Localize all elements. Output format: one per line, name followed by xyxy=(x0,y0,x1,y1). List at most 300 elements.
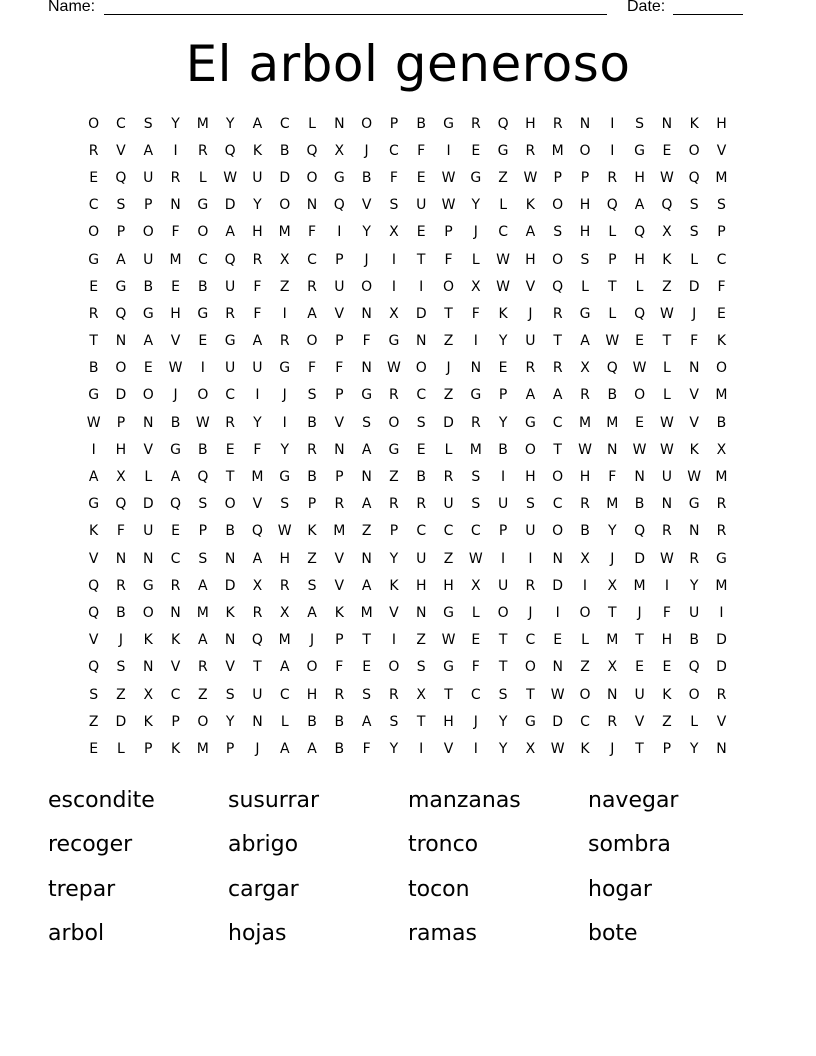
grid-letter[interactable]: V xyxy=(334,414,345,431)
grid-letter[interactable]: N xyxy=(634,469,645,486)
grid-letter[interactable]: V xyxy=(634,713,645,730)
grid-letter[interactable]: G xyxy=(279,360,291,377)
grid-letter[interactable]: G xyxy=(443,115,454,132)
grid-letter[interactable]: E xyxy=(225,441,235,458)
grid-letter[interactable]: X xyxy=(580,360,590,377)
grid-letter[interactable]: B xyxy=(279,142,290,159)
grid-letter[interactable]: S xyxy=(198,550,208,567)
grid-letter[interactable]: T xyxy=(253,659,262,676)
grid-letter[interactable]: A xyxy=(279,659,290,676)
grid-letter[interactable]: E xyxy=(198,333,208,350)
grid-letter[interactable]: P xyxy=(580,169,590,186)
grid-letter[interactable]: V xyxy=(716,713,727,730)
grid-letter[interactable]: B xyxy=(116,604,126,621)
grid-letter[interactable]: S xyxy=(280,496,290,513)
grid-letter[interactable]: L xyxy=(608,224,617,241)
grid-letter[interactable]: Y xyxy=(689,740,699,757)
grid-letter[interactable]: B xyxy=(416,115,427,132)
grid-letter[interactable]: F xyxy=(717,278,726,295)
grid-letter[interactable]: B xyxy=(361,169,372,186)
grid-letter[interactable]: S xyxy=(198,496,208,513)
grid-letter[interactable]: W xyxy=(441,169,456,186)
grid-letter[interactable]: O xyxy=(579,686,591,703)
grid-letter[interactable]: S xyxy=(689,224,699,241)
grid-letter[interactable]: G xyxy=(142,305,154,322)
grid-letter[interactable]: H xyxy=(634,251,645,268)
grid-letter[interactable]: C xyxy=(88,197,99,214)
grid-letter[interactable]: N xyxy=(361,305,372,322)
grid-letter[interactable]: M xyxy=(715,387,728,404)
grid-letter[interactable]: O xyxy=(142,387,154,404)
grid-letter[interactable]: Z xyxy=(307,550,317,567)
grid-letter[interactable]: A xyxy=(307,740,317,757)
grid-letter[interactable]: L xyxy=(690,713,699,730)
grid-letter[interactable]: O xyxy=(552,251,564,268)
grid-letter[interactable]: G xyxy=(443,659,454,676)
grid-letter[interactable]: F xyxy=(389,169,398,186)
grid-letter[interactable]: N xyxy=(415,333,427,350)
grid-letter[interactable]: X xyxy=(416,686,426,703)
grid-letter[interactable]: R xyxy=(662,523,672,540)
grid-letter[interactable]: O xyxy=(224,496,236,513)
grid-letter[interactable]: A xyxy=(252,550,263,567)
grid-letter[interactable]: T xyxy=(635,740,644,757)
grid-letter[interactable]: L xyxy=(499,197,507,214)
grid-letter[interactable]: R xyxy=(197,659,208,676)
grid-letter[interactable]: F xyxy=(307,360,317,377)
grid-letter[interactable]: T xyxy=(444,686,453,703)
grid-letter[interactable]: M xyxy=(606,414,619,431)
grid-letter[interactable]: U xyxy=(525,523,536,540)
grid-letter[interactable]: P xyxy=(498,523,508,540)
grid-letter[interactable]: W xyxy=(441,197,456,214)
grid-letter[interactable]: Z xyxy=(279,278,290,295)
grid-letter[interactable]: K xyxy=(307,523,317,540)
grid-letter[interactable]: S xyxy=(362,686,372,703)
grid-letter[interactable]: R xyxy=(416,496,427,513)
grid-letter[interactable]: N xyxy=(607,441,618,458)
grid-letter[interactable]: V xyxy=(334,550,345,567)
grid-letter[interactable]: L xyxy=(608,305,617,322)
grid-letter[interactable]: U xyxy=(689,604,700,621)
grid-letter[interactable]: H xyxy=(252,224,263,241)
grid-letter[interactable]: U xyxy=(497,577,509,594)
grid-letter[interactable]: X xyxy=(607,577,618,594)
grid-letter[interactable]: N xyxy=(552,550,563,567)
grid-letter[interactable]: X xyxy=(279,251,290,268)
grid-letter[interactable]: W xyxy=(687,469,702,486)
grid-letter[interactable]: M xyxy=(278,632,291,649)
grid-letter[interactable]: G xyxy=(716,550,727,567)
grid-letter[interactable]: N xyxy=(470,360,482,377)
grid-letter[interactable]: D xyxy=(115,713,127,730)
grid-letter[interactable]: Q xyxy=(115,496,127,513)
grid-letter[interactable]: F xyxy=(608,469,617,486)
grid-letter[interactable]: O xyxy=(279,197,291,214)
grid-letter[interactable]: I xyxy=(610,115,615,132)
grid-letter[interactable]: T xyxy=(89,333,98,350)
grid-letter[interactable]: Q xyxy=(634,305,646,322)
grid-letter[interactable]: R xyxy=(116,577,126,594)
grid-letter[interactable]: Y xyxy=(389,740,399,757)
grid-letter[interactable]: Y xyxy=(498,713,508,730)
grid-letter[interactable]: V xyxy=(143,441,154,458)
grid-letter[interactable]: U xyxy=(252,686,263,703)
grid-letter[interactable]: B xyxy=(307,713,317,730)
grid-letter[interactable]: S xyxy=(225,686,235,703)
grid-letter[interactable]: C xyxy=(225,387,236,404)
grid-letter[interactable]: Z xyxy=(88,713,99,730)
grid-letter[interactable]: J xyxy=(173,387,178,404)
grid-letter[interactable]: B xyxy=(416,469,427,486)
grid-letter[interactable]: D xyxy=(688,278,700,295)
grid-letter[interactable]: Q xyxy=(224,251,236,268)
grid-letter[interactable]: H xyxy=(170,305,181,322)
grid-letter[interactable]: I xyxy=(391,632,396,649)
grid-letter[interactable]: S xyxy=(717,197,726,214)
grid-letter[interactable]: B xyxy=(307,414,317,431)
grid-letter[interactable]: W xyxy=(659,414,674,431)
grid-letter[interactable]: K xyxy=(525,197,535,214)
grid-letter[interactable]: H xyxy=(661,632,673,649)
grid-letter[interactable]: T xyxy=(498,659,508,676)
grid-letter[interactable]: D xyxy=(224,197,236,214)
grid-letter[interactable]: T xyxy=(225,469,235,486)
grid-letter[interactable]: P xyxy=(171,713,180,730)
grid-letter[interactable]: R xyxy=(607,169,618,186)
grid-letter[interactable]: W xyxy=(550,740,565,757)
grid-letter[interactable]: I xyxy=(473,333,478,350)
grid-letter[interactable]: L xyxy=(581,632,589,649)
grid-letter[interactable]: V xyxy=(716,142,727,159)
grid-letter[interactable]: N xyxy=(361,360,372,377)
grid-letter[interactable]: G xyxy=(88,496,100,513)
grid-letter[interactable]: B xyxy=(334,713,345,730)
grid-letter[interactable]: I xyxy=(528,550,533,567)
grid-letter[interactable]: U xyxy=(634,686,645,703)
grid-letter[interactable]: B xyxy=(607,387,618,404)
grid-letter[interactable]: P xyxy=(608,251,617,268)
grid-letter[interactable]: G xyxy=(224,333,236,350)
grid-letter[interactable]: L xyxy=(662,360,671,377)
grid-letter[interactable]: P xyxy=(335,333,344,350)
grid-letter[interactable]: V xyxy=(170,659,181,676)
grid-letter[interactable]: B xyxy=(170,414,181,431)
grid-letter[interactable]: Q xyxy=(497,115,509,132)
grid-letter[interactable]: M xyxy=(606,632,619,649)
grid-letter[interactable]: O xyxy=(415,360,427,377)
grid-letter[interactable]: G xyxy=(470,169,482,186)
grid-letter[interactable]: V xyxy=(689,414,699,431)
grid-letter[interactable]: O xyxy=(524,659,536,676)
grid-letter[interactable]: B xyxy=(580,523,590,540)
grid-letter[interactable]: N xyxy=(224,632,236,649)
grid-letter[interactable]: A xyxy=(143,333,154,350)
grid-letter[interactable]: S xyxy=(389,197,399,214)
grid-letter[interactable]: T xyxy=(553,333,562,350)
grid-letter[interactable]: R xyxy=(580,496,590,513)
grid-letter[interactable]: B xyxy=(198,441,208,458)
grid-letter[interactable]: W xyxy=(523,169,538,186)
grid-letter[interactable]: W xyxy=(168,360,183,377)
grid-letter[interactable]: F xyxy=(362,333,371,350)
grid-letter[interactable]: B xyxy=(307,469,317,486)
grid-letter[interactable]: O xyxy=(552,523,564,540)
grid-letter[interactable]: G xyxy=(579,305,591,322)
grid-letter[interactable]: W xyxy=(659,169,674,186)
grid-letter[interactable]: X xyxy=(607,659,618,676)
grid-letter[interactable]: M xyxy=(469,441,482,458)
grid-letter[interactable]: I xyxy=(419,278,424,295)
grid-letter[interactable]: Y xyxy=(689,577,699,594)
grid-letter[interactable]: I xyxy=(419,740,424,757)
grid-letter[interactable]: T xyxy=(662,333,672,350)
grid-letter[interactable]: I xyxy=(555,604,560,621)
grid-letter[interactable]: E xyxy=(635,414,645,431)
grid-letter[interactable]: V xyxy=(361,197,372,214)
grid-letter[interactable]: O xyxy=(552,469,564,486)
grid-letter[interactable]: C xyxy=(170,686,181,703)
grid-letter[interactable]: U xyxy=(661,469,672,486)
grid-letter[interactable]: A xyxy=(143,142,154,159)
grid-letter[interactable]: R xyxy=(389,387,399,404)
grid-letter[interactable]: T xyxy=(608,278,617,295)
grid-letter[interactable]: O xyxy=(306,659,318,676)
grid-letter[interactable]: O xyxy=(142,224,154,241)
grid-letter[interactable]: J xyxy=(637,604,642,621)
grid-letter[interactable]: O xyxy=(361,278,373,295)
grid-letter[interactable]: V xyxy=(88,632,99,649)
grid-letter[interactable]: P xyxy=(389,115,399,132)
grid-letter[interactable]: J xyxy=(255,740,260,757)
grid-letter[interactable]: A xyxy=(252,333,263,350)
grid-letter[interactable]: C xyxy=(389,142,399,159)
grid-letter[interactable]: I xyxy=(337,224,342,241)
grid-letter[interactable]: Q xyxy=(251,632,263,649)
grid-letter[interactable]: Q xyxy=(224,142,236,159)
grid-letter[interactable]: S xyxy=(471,469,481,486)
grid-letter[interactable]: R xyxy=(716,496,727,513)
grid-letter[interactable]: E xyxy=(171,278,180,295)
grid-letter[interactable]: Q xyxy=(115,169,127,186)
grid-letter[interactable]: F xyxy=(471,659,480,676)
grid-letter[interactable]: X xyxy=(471,577,481,594)
grid-letter[interactable]: E xyxy=(662,142,672,159)
grid-letter[interactable]: N xyxy=(334,441,345,458)
grid-letter[interactable]: P xyxy=(144,197,153,214)
grid-letter[interactable]: A xyxy=(116,251,126,268)
grid-letter[interactable]: L xyxy=(471,604,480,621)
grid-letter[interactable]: P xyxy=(553,169,562,186)
grid-letter[interactable]: O xyxy=(688,686,700,703)
grid-letter[interactable]: U xyxy=(225,360,236,377)
grid-letter[interactable]: I xyxy=(719,604,724,621)
grid-letter[interactable]: N xyxy=(415,604,427,621)
grid-letter[interactable]: J xyxy=(364,142,369,159)
grid-letter[interactable]: R xyxy=(225,414,235,431)
grid-letter[interactable]: W xyxy=(468,550,483,567)
grid-letter[interactable]: I xyxy=(255,387,260,404)
grid-letter[interactable]: C xyxy=(170,550,181,567)
grid-letter[interactable]: H xyxy=(525,469,536,486)
grid-letter[interactable]: M xyxy=(333,523,346,540)
grid-letter[interactable]: A xyxy=(170,469,181,486)
grid-letter[interactable]: H xyxy=(579,197,591,214)
grid-letter[interactable]: B xyxy=(716,414,727,431)
grid-letter[interactable]: A xyxy=(225,224,235,241)
grid-letter[interactable]: K xyxy=(252,142,263,159)
grid-letter[interactable]: O xyxy=(306,169,318,186)
grid-letter[interactable]: O xyxy=(388,659,400,676)
grid-letter[interactable]: A xyxy=(552,387,563,404)
grid-letter[interactable]: P xyxy=(225,740,235,757)
grid-letter[interactable]: A xyxy=(361,441,372,458)
grid-letter[interactable]: G xyxy=(497,142,509,159)
grid-letter[interactable]: S xyxy=(553,224,563,241)
grid-letter[interactable]: O xyxy=(715,360,727,377)
grid-letter[interactable]: L xyxy=(471,251,480,268)
grid-letter[interactable]: F xyxy=(253,278,262,295)
grid-letter[interactable]: I xyxy=(391,251,396,268)
grid-letter[interactable]: A xyxy=(307,305,317,322)
grid-letter[interactable]: E xyxy=(89,278,99,295)
grid-letter[interactable]: L xyxy=(444,441,453,458)
grid-letter[interactable]: Q xyxy=(606,197,618,214)
grid-letter[interactable]: J xyxy=(528,604,533,621)
grid-letter[interactable]: M xyxy=(606,496,619,513)
grid-letter[interactable]: D xyxy=(716,659,727,676)
grid-letter[interactable]: Y xyxy=(471,197,481,214)
grid-letter[interactable]: F xyxy=(253,441,262,458)
grid-letter[interactable]: D xyxy=(415,305,427,322)
grid-letter[interactable]: H xyxy=(279,550,290,567)
grid-letter[interactable]: O xyxy=(497,604,509,621)
grid-letter[interactable]: F xyxy=(335,360,344,377)
grid-letter[interactable]: M xyxy=(715,469,728,486)
grid-letter[interactable]: Z xyxy=(116,686,126,703)
grid-letter[interactable]: R xyxy=(525,142,536,159)
grid-letter[interactable]: H xyxy=(525,251,536,268)
grid-letter[interactable]: Q xyxy=(88,659,100,676)
grid-letter[interactable]: F xyxy=(417,142,426,159)
grid-letter[interactable]: R xyxy=(279,333,290,350)
grid-letter[interactable]: U xyxy=(416,197,427,214)
grid-letter[interactable]: G xyxy=(279,469,291,486)
grid-letter[interactable]: S xyxy=(580,251,590,268)
grid-letter[interactable]: Q xyxy=(688,169,700,186)
grid-letter[interactable]: I xyxy=(664,577,669,594)
grid-letter[interactable]: K xyxy=(225,604,235,621)
grid-letter[interactable]: R xyxy=(252,251,263,268)
grid-letter[interactable]: M xyxy=(169,251,182,268)
grid-letter[interactable]: D xyxy=(115,387,127,404)
grid-letter[interactable]: R xyxy=(716,523,727,540)
grid-letter[interactable]: O xyxy=(115,360,127,377)
grid-letter[interactable]: W xyxy=(223,169,238,186)
grid-letter[interactable]: R xyxy=(607,713,618,730)
grid-letter[interactable]: R xyxy=(307,441,317,458)
grid-letter[interactable]: R xyxy=(525,577,536,594)
grid-letter[interactable]: A xyxy=(198,577,208,594)
grid-letter[interactable]: C xyxy=(580,713,590,730)
grid-letter[interactable]: W xyxy=(496,278,511,295)
grid-letter[interactable]: N xyxy=(143,659,154,676)
grid-letter[interactable]: U xyxy=(225,278,236,295)
grid-letter[interactable]: M xyxy=(715,169,728,186)
grid-letter[interactable]: N xyxy=(716,740,727,757)
grid-letter[interactable]: R xyxy=(197,142,208,159)
grid-letter[interactable]: H xyxy=(415,577,427,594)
grid-letter[interactable]: P xyxy=(498,387,508,404)
grid-letter[interactable]: R xyxy=(88,142,99,159)
grid-letter[interactable]: E xyxy=(471,142,481,159)
grid-letter[interactable]: A xyxy=(634,197,645,214)
grid-letter[interactable]: I xyxy=(282,305,287,322)
grid-letter[interactable]: F xyxy=(662,604,671,621)
grid-letter[interactable]: A xyxy=(580,333,590,350)
grid-letter[interactable]: A xyxy=(198,632,208,649)
grid-letter[interactable]: U xyxy=(497,496,509,513)
grid-letter[interactable]: V xyxy=(334,577,345,594)
grid-letter[interactable]: B xyxy=(198,278,208,295)
grid-letter[interactable]: N xyxy=(334,115,345,132)
grid-letter[interactable]: T xyxy=(526,686,535,703)
name-field[interactable] xyxy=(104,0,607,15)
grid-letter[interactable]: V xyxy=(116,142,126,159)
grid-letter[interactable]: H xyxy=(716,115,727,132)
grid-letter[interactable]: O xyxy=(388,414,400,431)
grid-letter[interactable]: U xyxy=(416,550,427,567)
grid-letter[interactable]: Q xyxy=(170,496,182,513)
grid-letter[interactable]: K xyxy=(334,604,344,621)
grid-letter[interactable]: G xyxy=(634,142,646,159)
grid-letter[interactable]: X xyxy=(389,305,399,322)
grid-letter[interactable]: V xyxy=(170,333,181,350)
grid-letter[interactable]: U xyxy=(143,523,154,540)
grid-letter[interactable]: Z xyxy=(361,523,372,540)
grid-letter[interactable]: O xyxy=(634,387,646,404)
grid-letter[interactable]: V xyxy=(443,740,454,757)
grid-letter[interactable]: W xyxy=(386,360,401,377)
grid-letter[interactable]: G xyxy=(524,713,536,730)
grid-letter[interactable]: N xyxy=(688,360,700,377)
grid-letter[interactable]: R xyxy=(334,496,345,513)
grid-letter[interactable]: V xyxy=(88,550,99,567)
grid-letter[interactable]: S xyxy=(471,496,481,513)
grid-letter[interactable]: L xyxy=(280,713,289,730)
grid-letter[interactable]: Q xyxy=(197,469,209,486)
date-field[interactable] xyxy=(673,0,743,15)
grid-letter[interactable]: C xyxy=(552,496,563,513)
grid-letter[interactable]: R xyxy=(170,577,181,594)
grid-letter[interactable]: W xyxy=(86,414,101,431)
grid-letter[interactable]: O xyxy=(579,604,591,621)
grid-letter[interactable]: E xyxy=(498,360,508,377)
grid-letter[interactable]: K xyxy=(389,577,399,594)
grid-letter[interactable]: R xyxy=(225,305,235,322)
grid-letter[interactable]: A xyxy=(279,740,290,757)
grid-letter[interactable]: R xyxy=(716,686,727,703)
grid-letter[interactable]: B xyxy=(143,278,154,295)
grid-letter[interactable]: H xyxy=(579,469,591,486)
grid-letter[interactable]: W xyxy=(550,686,565,703)
grid-letter[interactable]: Y xyxy=(253,197,262,214)
grid-letter[interactable]: R xyxy=(334,686,345,703)
grid-letter[interactable]: S xyxy=(307,577,317,594)
grid-letter[interactable]: G xyxy=(470,387,482,404)
grid-letter[interactable]: V xyxy=(334,305,345,322)
grid-letter[interactable]: I xyxy=(610,142,615,159)
